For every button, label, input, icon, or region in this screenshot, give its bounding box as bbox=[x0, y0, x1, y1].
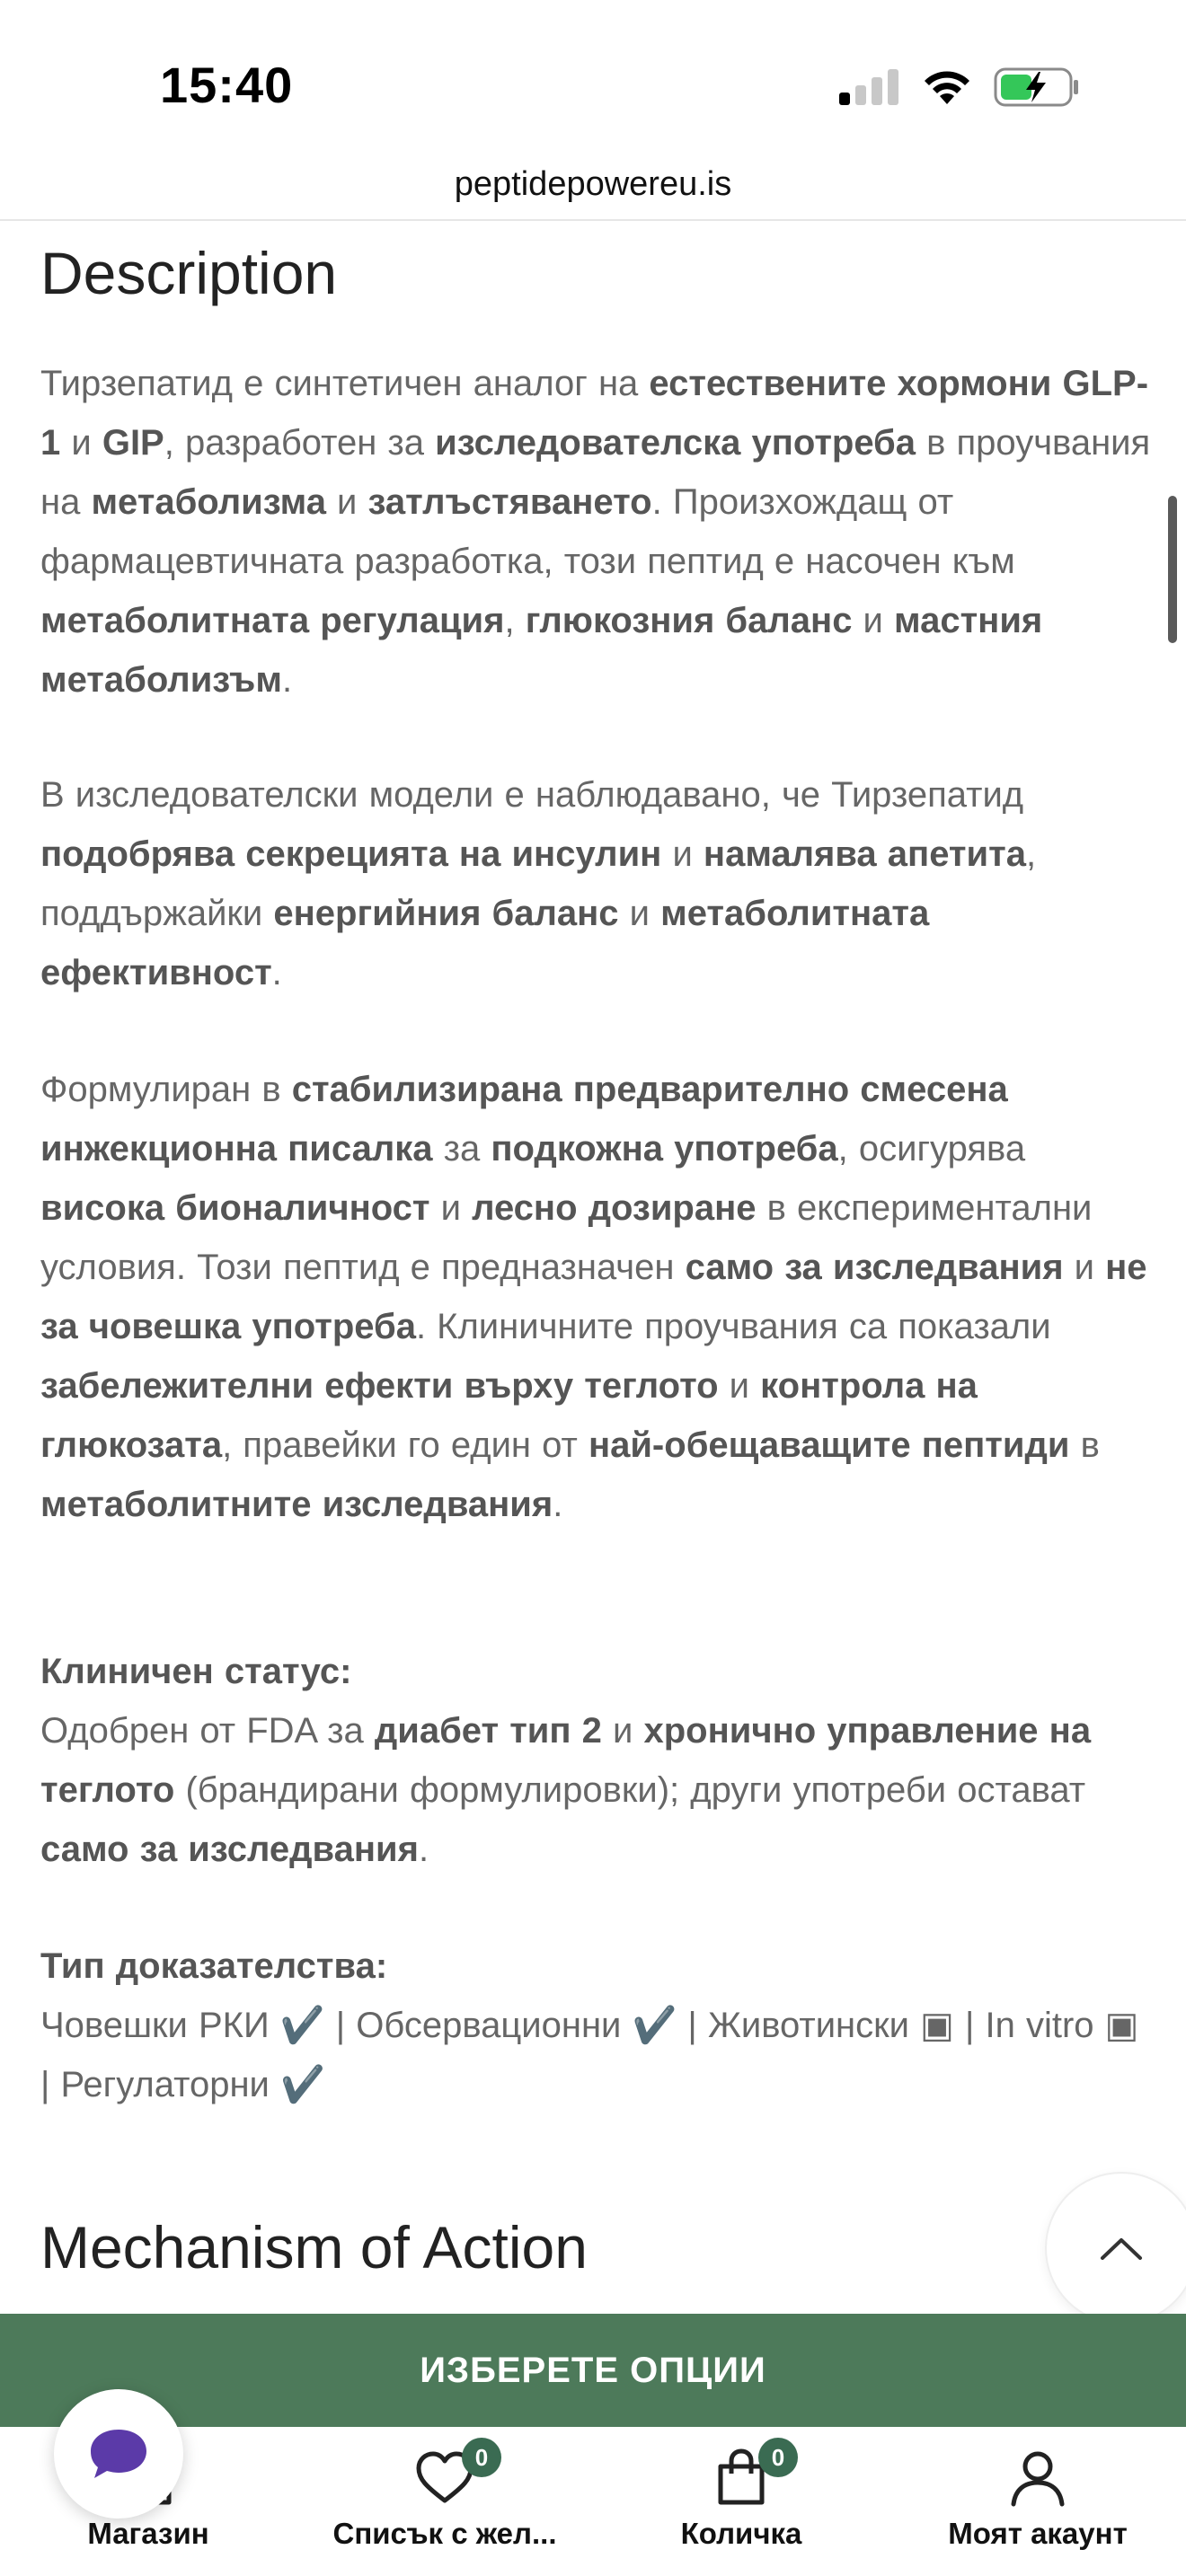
mechanism-heading: Mechanism of Action bbox=[40, 2214, 588, 2280]
body-text: и bbox=[60, 423, 102, 463]
body-text: . Произхождащ от фармацевтичната разработка, този пептид е насочен към bbox=[40, 482, 1015, 581]
emphasis-text: висока бионаличност bbox=[40, 1188, 430, 1228]
body-text: и bbox=[429, 1188, 473, 1228]
nav-item-wishlist[interactable] bbox=[296, 2427, 593, 2576]
emphasis-text: мастния метаболизъм bbox=[40, 601, 1043, 700]
body-text: , разработен за bbox=[164, 423, 436, 463]
body-text: . Клиничните проучвания са показали bbox=[415, 1307, 1051, 1346]
evidence-type-heading: Тип доказателства: bbox=[40, 1946, 388, 1986]
body-text: , правейки го един от bbox=[222, 1425, 589, 1465]
emphasis-text: метаболитните изследвания bbox=[40, 1485, 553, 1524]
description-heading: Description bbox=[40, 240, 338, 306]
nav-item-account[interactable] bbox=[890, 2427, 1186, 2576]
emphasis-text: намалява апетита bbox=[703, 834, 1026, 874]
emphasis-text: диабет тип 2 bbox=[374, 1711, 602, 1751]
emphasis-text: глюкозния баланс bbox=[525, 601, 853, 640]
choose-options-label: ИЗБЕРЕТЕ ОПЦИИ bbox=[420, 2350, 766, 2390]
emphasis-text: метаболитната регулация bbox=[40, 601, 505, 640]
body-text: за bbox=[432, 1129, 491, 1169]
emphasis-text: само за изследвания bbox=[40, 1830, 419, 1869]
status-time: 15:40 bbox=[160, 57, 294, 113]
evidence-type-text bbox=[40, 2006, 1138, 2104]
emphasis-text: затлъстяването bbox=[367, 482, 652, 522]
signal-icon bbox=[837, 69, 900, 105]
chevron-up-icon bbox=[1099, 2235, 1144, 2262]
emphasis-text: метаболитната ефективност bbox=[40, 894, 930, 992]
chat-bubble-icon bbox=[87, 2426, 150, 2482]
emphasis-text: естествените хормони GLP-1 bbox=[40, 364, 1149, 463]
emphasis-text: енергийния баланс bbox=[273, 894, 619, 933]
body-text: и bbox=[1063, 1248, 1106, 1287]
emphasis-text: подобрява секрецията на инсулин bbox=[40, 834, 662, 874]
body-text: в проучвания на bbox=[40, 423, 1151, 522]
emphasis-text: само за изследвания bbox=[685, 1248, 1064, 1287]
body-text: В изследователски модели е наблюдавано, че Тирзепатид bbox=[40, 775, 1024, 815]
cart-count-badge: 0 bbox=[758, 2438, 798, 2477]
clinical-status-block bbox=[40, 1642, 1155, 1879]
description-paragraph-2 bbox=[40, 765, 1155, 1002]
choose-options-button[interactable] bbox=[0, 2314, 1186, 2427]
emphasis-text: забележителни ефекти върху теглото bbox=[40, 1366, 719, 1406]
url-bar[interactable] bbox=[0, 153, 1186, 221]
body-text: Одобрен от FDA за bbox=[40, 1711, 375, 1751]
body-text: Човешки РКИ ✔️ | Обсервационни ✔️ | Животински ▣ | In vitro ▣ | Регулаторни ✔️ bbox=[40, 2006, 1139, 2104]
body-text: и bbox=[325, 482, 368, 522]
body-text: , поддържайки bbox=[40, 834, 1037, 933]
emphasis-text: най-обещаващите пептиди bbox=[588, 1425, 1070, 1465]
body-text: в експериментални условия. Този пептид е предназначен bbox=[40, 1188, 1093, 1287]
body-text: и bbox=[852, 601, 895, 640]
status-bar bbox=[0, 0, 1186, 153]
nav-item-cart[interactable] bbox=[593, 2427, 890, 2576]
battery-charging-icon bbox=[994, 66, 1080, 108]
nav-label-shop: Магазин bbox=[87, 2517, 209, 2550]
emphasis-text: контрола на глюкозата bbox=[40, 1366, 978, 1465]
wishlist-count-badge: 0 bbox=[462, 2438, 501, 2477]
description-paragraph-3 bbox=[40, 1060, 1155, 1534]
description-paragraph-1 bbox=[40, 354, 1155, 710]
nav-label-wishlist: Списък с жел... bbox=[332, 2517, 557, 2550]
body-text: , осигурява bbox=[837, 1129, 1026, 1169]
body-text: . bbox=[553, 1485, 563, 1524]
body-text: , bbox=[504, 601, 526, 640]
nav-label-account: Моят акаунт bbox=[948, 2517, 1128, 2550]
emphasis-text: стабилизирана предварително смесена инжекционна писалка bbox=[40, 1070, 1008, 1169]
body-text: . bbox=[418, 1830, 429, 1869]
wifi-icon bbox=[922, 68, 972, 106]
status-icons bbox=[837, 65, 1080, 110]
emphasis-text: хронично управление на теглото bbox=[40, 1711, 1092, 1810]
body-text: Тирзепатид е синтетичен аналог на bbox=[40, 364, 650, 403]
body-text: (брандирани формулировки); други употреби остават bbox=[174, 1770, 1086, 1810]
body-text: в bbox=[1069, 1425, 1100, 1465]
clinical-status-text bbox=[40, 1711, 1091, 1869]
emphasis-text: метаболизма bbox=[91, 482, 326, 522]
body-text: и bbox=[661, 834, 704, 874]
body-text: Формулиран в bbox=[40, 1070, 292, 1109]
emphasis-text: лесно дозиране bbox=[472, 1188, 757, 1228]
body-text: и bbox=[618, 894, 661, 933]
chat-button[interactable] bbox=[54, 2389, 183, 2519]
nav-label-cart: Количка bbox=[680, 2517, 802, 2550]
url-text: peptidepowereu.is bbox=[454, 165, 732, 203]
back-to-top-button[interactable] bbox=[1045, 2172, 1186, 2325]
clinical-status-heading: Клиничен статус: bbox=[40, 1652, 352, 1691]
body-text: и bbox=[718, 1366, 761, 1406]
emphasis-text: GIP bbox=[102, 423, 164, 463]
evidence-type-block bbox=[40, 1936, 1155, 2114]
emphasis-text: не за човешка употреба bbox=[40, 1248, 1147, 1346]
body-text: . bbox=[281, 660, 293, 700]
user-icon bbox=[1006, 2447, 1069, 2510]
emphasis-text: изследователска употреба bbox=[435, 423, 916, 463]
body-text: . bbox=[271, 953, 282, 992]
body-text: и bbox=[601, 1711, 644, 1751]
emphasis-text: подкожна употреба bbox=[491, 1129, 838, 1169]
scrollbar-thumb[interactable] bbox=[1168, 496, 1177, 643]
